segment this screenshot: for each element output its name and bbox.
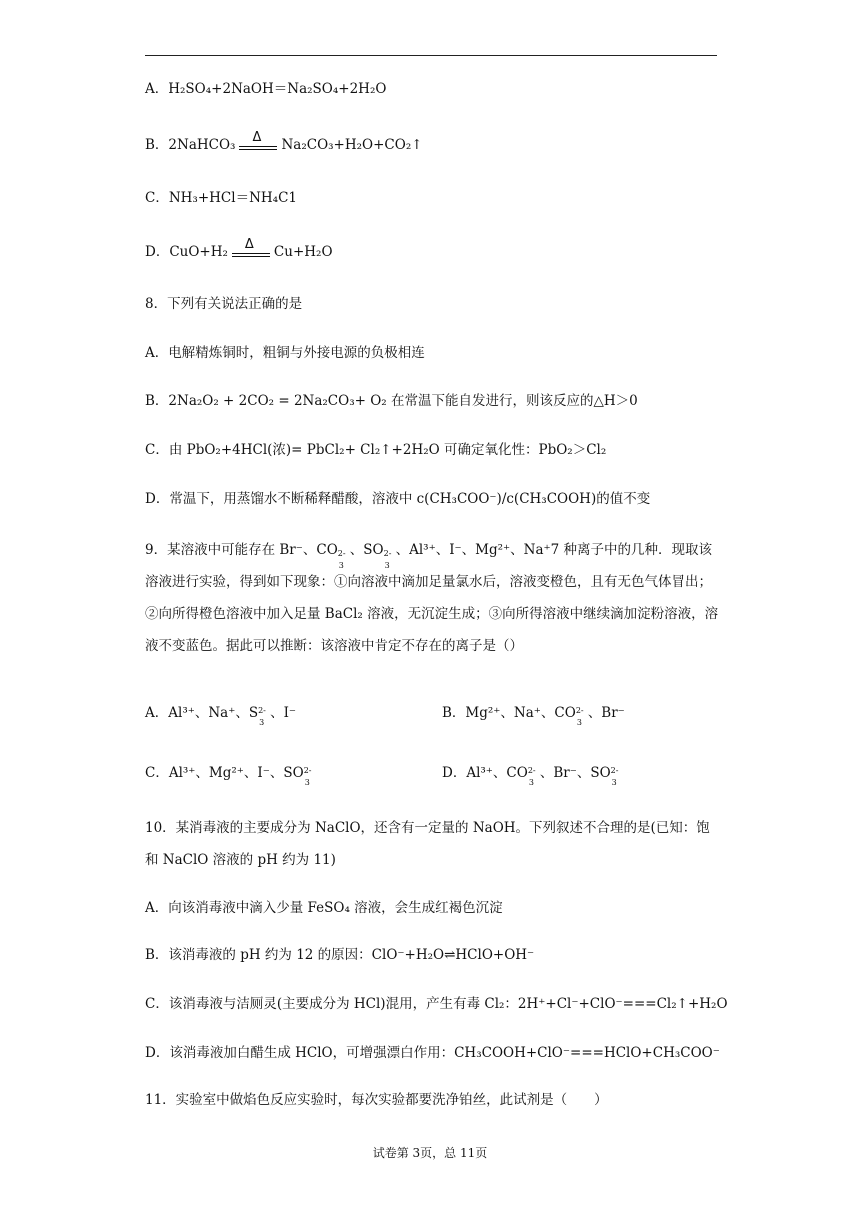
q8-stem: 8．下列有关说法正确的是 <box>145 296 303 312</box>
q9-stem: 9．某溶液中可能存在 Br⁻、CO 2- 3 、SO 2- 3 、Al³⁺、I⁻、Mg²⁺、Na⁺7 种离子中的几种．现取该溶液进行实验，得到如下现象：①向溶液中滴加足量氯水后，溶液变橙色，且有无色气体冒出；②向所得橙色溶液中加入足量 BaCl₂ 溶液，无沉淀生成；③向所得溶液中继续滴加淀粉溶液，溶液不变蓝色。据此可以推断：该溶液中肯定不存在的离子是（） <box>145 542 719 654</box>
q7-option-c: C．NH₃+HCl＝NH₄C1 <box>145 190 297 206</box>
ion-charge-subscript: 2- 3 <box>258 706 266 727</box>
ion-charge-subscript: 2- 3 <box>527 766 536 787</box>
q9-option-b: B．Mg²⁺、Na⁺、CO 2- 3 、Br⁻ <box>442 705 625 727</box>
q7-option-d: D．CuO+H₂ Δ Cu+H₂O <box>145 237 333 260</box>
q9-option-d: D．Al³⁺、CO 2- 3 、Br⁻、SO 2- 3 <box>442 763 623 783</box>
q11-stem: 11．实验室中做焰色反应实验时，每次实验都要洗净铂丝，此试剂是（ ） <box>145 1092 608 1108</box>
heating-condition-sign: Δ <box>239 134 277 152</box>
q10-option-d: D．该消毒液加白醋生成 HClO，可增强漂白作用：CH₃COOH+ClO⁻===HClO+CH₃COO⁻ <box>145 1045 720 1061</box>
q10-option-a: A．向该消毒液中滴入少量 FeSO₄ 溶液，会生成红褐色沉淀 <box>145 900 503 916</box>
ion-charge-subscript: 2- 3 <box>337 549 346 570</box>
ion-charge-subscript: 2- 3 <box>610 766 619 787</box>
q8-option-c: C．由 PbO₂+4HCl(浓)= PbCl₂+ Cl₂↑+2H₂O 可确定氧化性：PbO₂＞Cl₂ <box>145 442 607 458</box>
q10-option-b: B．该消毒液的 pH 约为 12 的原因：ClO⁻+H₂O⇌HClO+OH⁻ <box>145 947 535 963</box>
ion-charge-subscript: 2- 3 <box>383 549 392 570</box>
page-footer: 试卷第 3页，总 11页 <box>372 1146 488 1160</box>
q10-stem: 10．某消毒液的主要成分为 NaClO，还含有一定量的 NaOH。下列叙述不合理的是(已知：饱和 NaClO 溶液的 pH 约为 11) <box>145 820 710 868</box>
q8-option-a: A．电解精炼铜时，粗铜与外接电源的负极相连 <box>145 345 425 361</box>
q8-option-b: B．2Na₂O₂ + 2CO₂ = 2Na₂CO₃+ O₂ 在常温下能自发进行，则该反应的△H＞0 <box>145 393 638 409</box>
q7-option-a: A．H₂SO₄+2NaOH＝Na₂SO₄+2H₂O <box>145 81 387 97</box>
ion-charge-subscript: 2- 3 <box>575 706 584 727</box>
q10-option-c: C．该消毒液与洁厕灵(主要成分为 HCl)混用，产生有毒 Cl₂：2H⁺+Cl⁻+ClO⁻===Cl₂↑+H₂O <box>145 996 728 1012</box>
q8-option-d: D．常温下，用蒸馏水不断稀释醋酸，溶液中 c(CH₃COO⁻)/c(CH₃COOH)的值不变 <box>145 491 651 507</box>
q9-option-c: C．Al³⁺、Mg²⁺、I⁻、SO 2- 3 <box>145 763 316 783</box>
q7-option-b: B．2NaHCO₃ Δ Na₂CO₃+H₂O+CO₂↑ <box>145 130 423 153</box>
q9-option-a: A．Al³⁺、Na⁺、S 2- 3 、I⁻ <box>145 705 297 727</box>
header-rule <box>145 55 717 56</box>
ion-charge-subscript: 2- 3 <box>303 766 312 787</box>
heating-condition-sign: Δ <box>232 241 270 259</box>
